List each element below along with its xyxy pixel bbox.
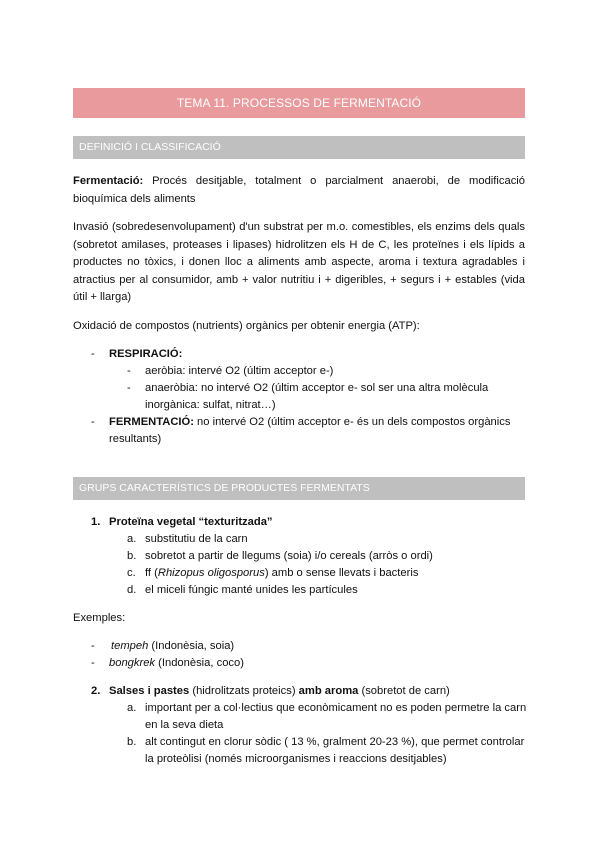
sub-letter: d. [127,584,137,596]
section-heading-groups: GRUPS CARACTERÍSTICS DE PRODUCTES FERMENTATS [73,477,525,500]
list-number: 1. [91,516,101,528]
item1-sub-a: substitutiu de la carn [145,533,248,545]
definition-paragraph [73,173,525,208]
item2-bold-1: Salses i pastes [109,685,190,697]
fermentation-text: no intervé O2 (últim acceptor e- és un dels compostos orgànics [193,416,511,428]
section-heading-definition: DEFINICIÓ I CLASSIFICACIÓ [73,136,525,159]
item2-sub-a-line-2: en la seva dieta [145,719,224,731]
page-title: TEMA 11. PROCESSOS DE FERMENTACIÓ [73,88,525,118]
fermentation-line-1 [109,414,510,431]
bullet-dash: - [91,348,95,360]
definition-term: Fermentació: [73,175,144,187]
sub-letter: b. [127,550,137,562]
sub-c-post: ) amb o sense llevats i bacteris [264,567,419,579]
example-bongkrek [109,655,244,672]
item1-title: Proteïna vegetal “texturitzada” [109,516,273,528]
sub-letter: b. [127,736,137,748]
sub-c-pre: ff ( [145,567,158,579]
oxidation-line: Oxidació de compostos (nutrients) orgànics per obtenir energia (ATP): [73,320,420,332]
respiration-label: RESPIRACIÓ: [109,348,183,360]
bullet-dash: - [91,640,95,652]
anaerobia-line-1: anaeròbia: no intervé O2 (últim acceptor e- sol ser una altra molècula [145,382,489,394]
item1-sub-b: sobretot a partir de llegums (soia) i/o cereals (arròs o ordi) [145,550,433,562]
bullet-dash: - [127,382,131,394]
item2-sub-b-line-1: alt contingut en clorur sòdic ( 13 %, gralment 20-23 %), que permet controlar [145,736,525,748]
item2-sub-b-line-2: la proteòlisi (només microorganismes i reaccions desitjables) [145,753,447,765]
bullet-dash: - [91,416,95,428]
item2-sub-a-line-1: important per a col·lectius que econòmicament no es poden permetre la carn [145,702,527,714]
sub-letter: a. [127,533,137,545]
examples-label: Exemples: [73,612,126,624]
bullet-dash: - [91,657,95,669]
item2-end: (sobretot de carn) [358,685,450,697]
sub-letter: c. [127,567,136,579]
invasion-paragraph: Invasió (sobredesenvolupament) d'un substrat per m.o. comestibles, els enzims dels quals (sobretot amilases, proteases i lipases) hidrolitzen els H de C, les proteïnes i els lípids a productes no tòxics, i donen lloc a aliments amb aspecte, aroma i textura agradables i atractius per al consumidor, amb + valor nutritiu i + digeribles, + segurs i + estables (vida útil + llarga) [73,221,525,303]
item2-title [109,683,450,700]
example-detail: (Indonèsia, coco) [155,657,244,669]
definition-text: Procés desitjable, totalment o parcialment anaerobi, de modificació bioquímica dels aliments [73,175,525,205]
example-tempeh [111,638,234,655]
list-number: 2. [91,685,101,697]
sub-c-species: Rhizopus oligosporus [157,567,265,579]
aerobia-line: aeròbia: intervé O2 (últim acceptor e-) [145,365,334,377]
item1-sub-d: el miceli fúngic manté unides les partícules [145,584,358,596]
sub-letter: a. [127,702,137,714]
example-detail: (Indonèsia, soia) [148,640,235,652]
item2-bold-2: amb aroma [298,685,359,697]
anaerobia-line-2: inorgànica: sulfat, nitrat…) [145,399,276,411]
item1-sub-c [145,565,418,582]
example-name: tempeh [111,640,149,652]
item2-mid: (hidrolitzats proteics) [189,685,299,697]
example-name: bongkrek [109,657,156,669]
fermentation-line-2: resultants) [109,433,162,445]
bullet-dash: - [127,365,131,377]
fermentation-label: FERMENTACIÓ: [109,416,194,428]
